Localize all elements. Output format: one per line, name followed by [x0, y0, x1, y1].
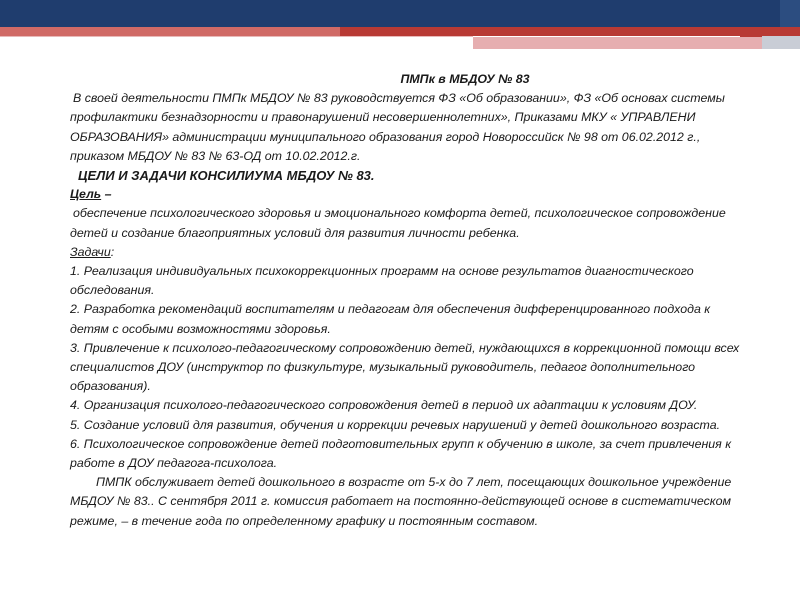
task-item-1: 1. Реализация индивидуальных психокоррекционных программ на основе результатов диагностического обследования. — [70, 264, 694, 298]
goal-label-line — [70, 185, 750, 204]
tasks-colon: : — [110, 244, 115, 259]
slide-body — [70, 70, 750, 531]
tasks-label: Задачи — [70, 244, 111, 259]
task-item-3: 3. Привлечение к психолого-педагогическому сопровождению детей, нуждающихся в коррекционной помощи всех специалистов ДОУ (инструктор по физкультуре, музыкальный руководитель, педагог дополнительного образования). — [70, 340, 740, 394]
slide-title: ПМПк в МБДОУ № 83 — [400, 72, 530, 86]
header-band-grey — [762, 36, 800, 49]
header-band-pink — [473, 37, 800, 49]
goal-label: Цель — [70, 187, 102, 202]
section-heading: ЦЕЛИ И ЗАДАЧИ КОНСИЛИУМА МБДОУ № 83. — [78, 168, 375, 184]
header-band-navy — [0, 0, 780, 27]
final-paragraph: ПМПК обслуживает детей дошкольного в возрасте от 5-х до 7 лет, посещающих дошкольное учреждение МБДОУ № 83.. С сентября 2011 г. комиссия работает на постоянно-действующей основе в систематическом режиме, – в течение года по определенному графику и постоянным составом. — [70, 475, 732, 528]
header-band-red-mid — [340, 27, 740, 36]
task-item-5: 5. Создание условий для развития, обучения и коррекции речевых нарушений у детей дошкольного возраста. — [70, 417, 721, 432]
header-band-red-left — [0, 27, 340, 36]
header-band-navy-right — [780, 0, 800, 27]
task-item-4: 4. Организация психолого-педагогического сопровождения детей в период их адаптации к условиям ДОУ. — [70, 398, 698, 413]
task-item-6: 6. Психологическое сопровождение детей подготовительных групп к обучению в школе, за счет привлечения к работе в ДОУ педагога-психолога. — [70, 436, 732, 471]
goal-dash: – — [101, 187, 112, 202]
intro-paragraph: В своей деятельности ПМПк МБДОУ № 83 руководствуется ФЗ «Об образовании», ФЗ «Об основах системы профилактики безнадзорности и правонарушений несовершеннолетних», Приказами МКУ « УПРАВЛЕНИ ОБРАЗОВАНИЯ» администрации муниципального образования город Новороссийск № 98 от 06.02.2012 г., приказом МБДОУ № 83 № 63-ОД от 10.02.2012.г. — [70, 91, 725, 163]
task-item-2: 2. Разработка рекомендаций воспитателям и педагогам для обеспечения дифференцированного подхода к детям с особыми возможностями здоровья. — [70, 302, 711, 336]
header-band-line — [0, 36, 473, 37]
tasks-label-line — [70, 243, 750, 262]
goal-text: обеспечение психологического здоровья и эмоционального комфорта детей, психологическое сопровождение детей и создание благоприятных условий для развития личности ребенка. — [70, 206, 726, 240]
